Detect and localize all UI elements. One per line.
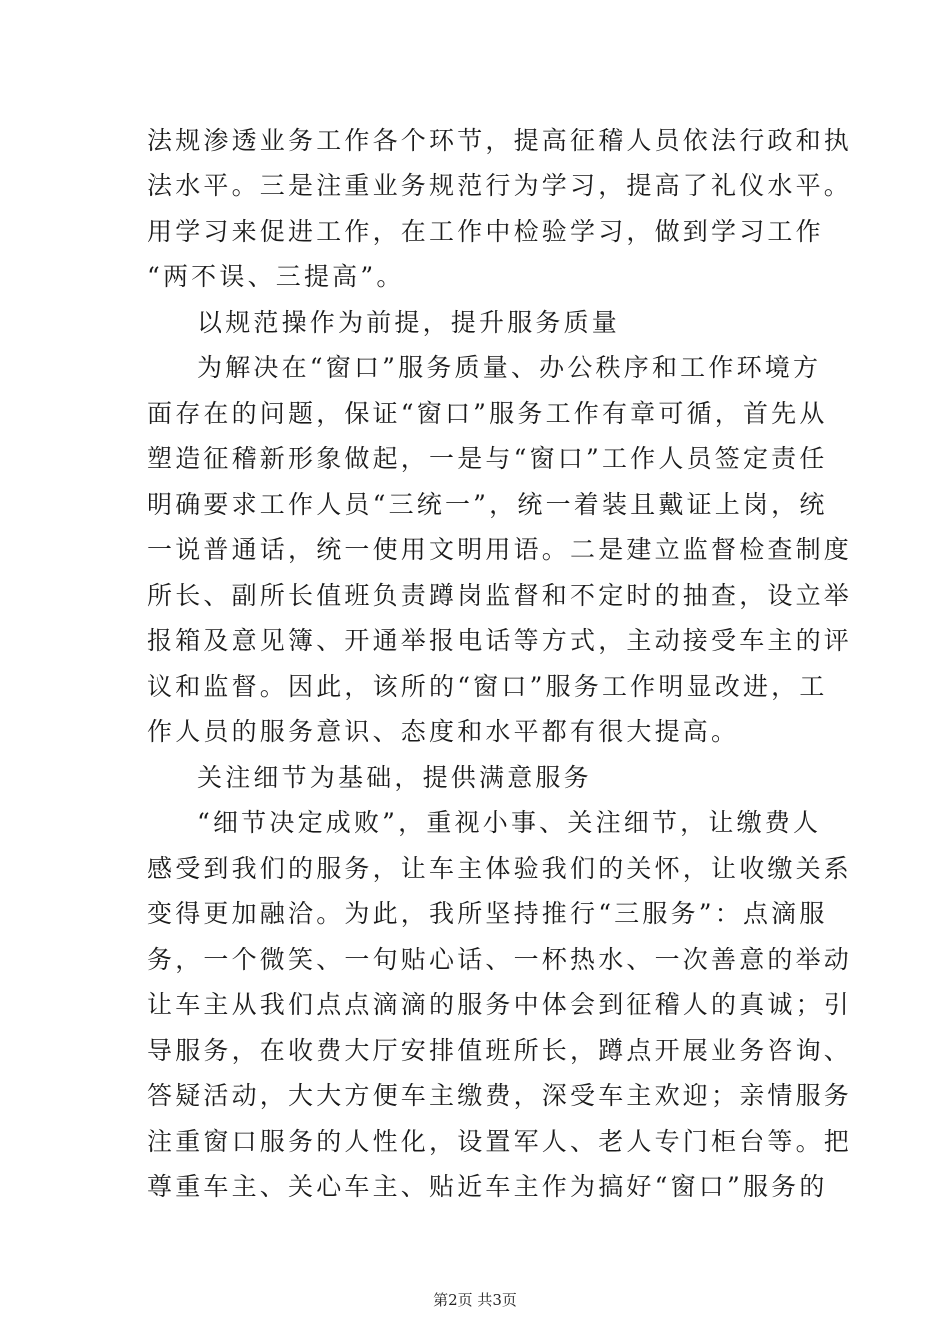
body-text-line: 务，一个微笑、一句贴心话、一杯热水、一次善意的举动 xyxy=(147,945,853,974)
body-text-line: 塑造征稽新形象做起，一是与“窗口”工作人员签定责任 xyxy=(147,444,828,473)
body-text-line: 议和监督。因此，该所的“窗口”服务工作明显改进，工 xyxy=(147,672,828,701)
body-text-line: 面存在的问题，保证“窗口”服务工作有章可循，首先从 xyxy=(147,399,828,428)
body-text-line: 让车主从我们点点滴滴的服务中体会到征稽人的真诚；引 xyxy=(147,990,853,1019)
body-text-line: “两不误、三提高”。 xyxy=(147,262,405,291)
body-text-line: 感受到我们的服务，让车主体验我们的关怀，让收缴关系 xyxy=(147,854,853,883)
body-text-line: 法水平。三是注重业务规范行为学习，提高了礼仪水平。 xyxy=(147,171,853,200)
body-text-line: 导服务，在收费大厅安排值班所长，蹲点开展业务咨询、 xyxy=(147,1036,853,1065)
body-text-line: 作人员的服务意识、态度和水平都有很大提高。 xyxy=(147,717,740,746)
page-footer: 第2页 共3页 xyxy=(433,1291,517,1309)
body-text-line: 所长、副所长值班负责蹲岗监督和不定时的抽查，设立举 xyxy=(147,581,853,610)
body-text-line: “细节决定成败”，重视小事、关注细节，让缴费人 xyxy=(197,808,822,837)
body-text-line: 为解决在“窗口”服务质量、办公秩序和工作环境方 xyxy=(197,353,822,382)
body-text-line: 变得更加融洽。为此，我所坚持推行“三服务”：点滴服 xyxy=(147,899,828,928)
body-text-line: 尊重车主、关心车主、贴近车主作为搞好“窗口”服务的 xyxy=(147,1172,828,1201)
body-text-line: 法规渗透业务工作各个环节，提高征稽人员依法行政和执 xyxy=(147,126,853,155)
body-text-line: 一说普通话，统一使用文明用语。二是建立监督检查制度 xyxy=(147,535,853,564)
section-heading: 关注细节为基础，提供满意服务 xyxy=(197,763,592,792)
body-text-line: 答疑活动，大大方便车主缴费，深受车主欢迎；亲情服务 xyxy=(147,1081,853,1110)
body-text-line: 明确要求工作人员“三统一”，统一着装且戴证上岗，统 xyxy=(147,490,828,519)
body-text-line: 报箱及意见簿、开通举报电话等方式，主动接受车主的评 xyxy=(147,626,853,655)
body-text-line: 用学习来促进工作，在工作中检验学习，做到学习工作 xyxy=(147,217,824,246)
section-heading: 以规范操作为前提，提升服务质量 xyxy=(197,308,621,337)
body-text-line: 注重窗口服务的人性化，设置军人、老人专门柜台等。把 xyxy=(147,1127,853,1156)
